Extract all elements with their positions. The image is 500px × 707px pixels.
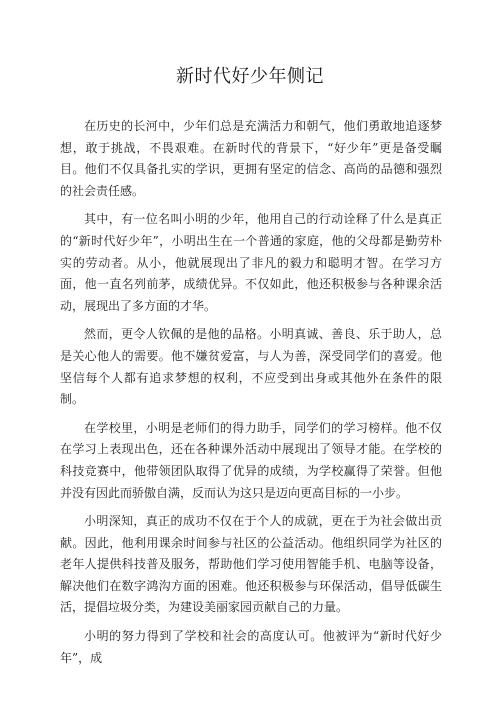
paragraph: 然而，更令人钦佩的是他的品格。小明真诚、善良、乐于助人，总是关心他人的需要。他不嫌贫爱富，与人为善，深受同学们的喜爱。他坚信每个人都有追求梦想的权利，不应受到出身或其他外在条件的限制。 <box>60 327 442 407</box>
paragraph: 在历史的长河中，少年们总是充满活力和朝气，他们勇敢地追逐梦想，敢于挑战，不畏艰难。在新时代的背景下，“好少年”更是备受瞩目。他们不仅具备扎实的学识，更拥有坚定的信念、高尚的品德和强烈的社会责任感。 <box>60 119 442 198</box>
document-body <box>60 116 442 676</box>
document-title: 新时代好少年侧记 <box>176 66 324 87</box>
paragraph: 其中，有一位名叫小明的少年，他用自己的行动诠释了什么是真正的“新时代好少年”，小明出生在一个普通的家庭，他的父母都是勤劳朴实的劳动者。从小，他就展现出了非凡的毅力和聪明才智。在学习方面，他一直名列前茅，成绩优异。不仅如此，他还积极参与各种课余活动，展现出了多方面的才华。 <box>60 212 442 313</box>
paragraph: 小明的努力得到了学校和社会的高度认可。他被评为“新时代好少年”，成 <box>60 629 442 665</box>
paragraph: 在学校里，小明是老师们的得力助手，同学们的学习榜样。他不仅在学习上表现出色，还在各种课外活动中展现出了领导才能。在学校的科技竞赛中，他带领团队取得了优异的成绩，为学校赢得了荣誉。但他并没有因此而骄傲自满，反而认为这只是迈向更高目标的一小步。 <box>60 420 442 500</box>
paragraph: 小明深知，真正的成功不仅在于个人的成就，更在于为社会做出贡献。因此，他利用课余时间参与社区的公益活动。他组织同学为社区的老年人提供科技普及服务，帮助他们学习使用智能手机、电脑等设备，解决他们在数字鸿沟方面的困难。他还积极参与环保活动，倡导低碳生活，提倡垃圾分类，为建设美丽家园贡献自己的力量。 <box>60 514 442 615</box>
